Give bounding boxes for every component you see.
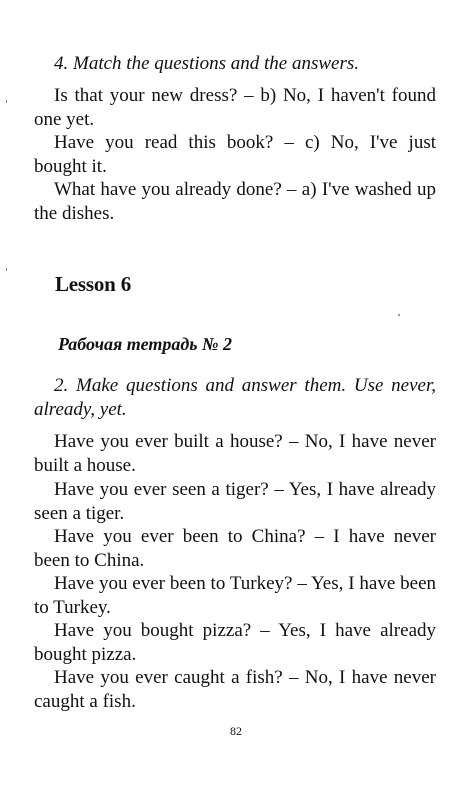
scan-speck: [6, 268, 7, 271]
exercise-4-title: 4. Match the questions and the answers.: [54, 53, 360, 74]
exercise-4-item-3: What have you already done? – a) I've washed up the dishes.: [34, 179, 436, 224]
exercise-4-item-2: Have you read this book? – c) No, I've just bought it.: [34, 132, 436, 177]
exercise-2-item-5: Have you bought pizza? – Yes, I have already bought pizza.: [34, 620, 436, 665]
workbook-title: Рабочая тетрадь № 2: [58, 334, 232, 354]
exercise-2-item-3: Have you ever been to China? – I have never been to China.: [34, 526, 436, 571]
exercise-2-item-4: Have you ever been to Turkey? – Yes, I have been to Turkey.: [34, 573, 436, 618]
exercise-2-title: 2. Make questions and answer them. Use never, already, yet.: [34, 375, 436, 420]
lesson-title: Lesson 6: [55, 272, 132, 296]
page-number: 82: [230, 724, 242, 738]
exercise-4-item-1: Is that your new dress? – b) No, I haven't found one yet.: [34, 85, 436, 130]
exercise-2-item-2: Have you ever seen a tiger? – Yes, I have already seen a tiger.: [34, 479, 436, 524]
scan-speck: [6, 100, 7, 103]
exercise-2-item-1: Have you ever built a house? – No, I have never built a house.: [34, 431, 436, 476]
exercise-2-item-6: Have you ever caught a fish? – No, I have never caught a fish.: [34, 667, 436, 712]
scan-speck: [398, 314, 400, 316]
